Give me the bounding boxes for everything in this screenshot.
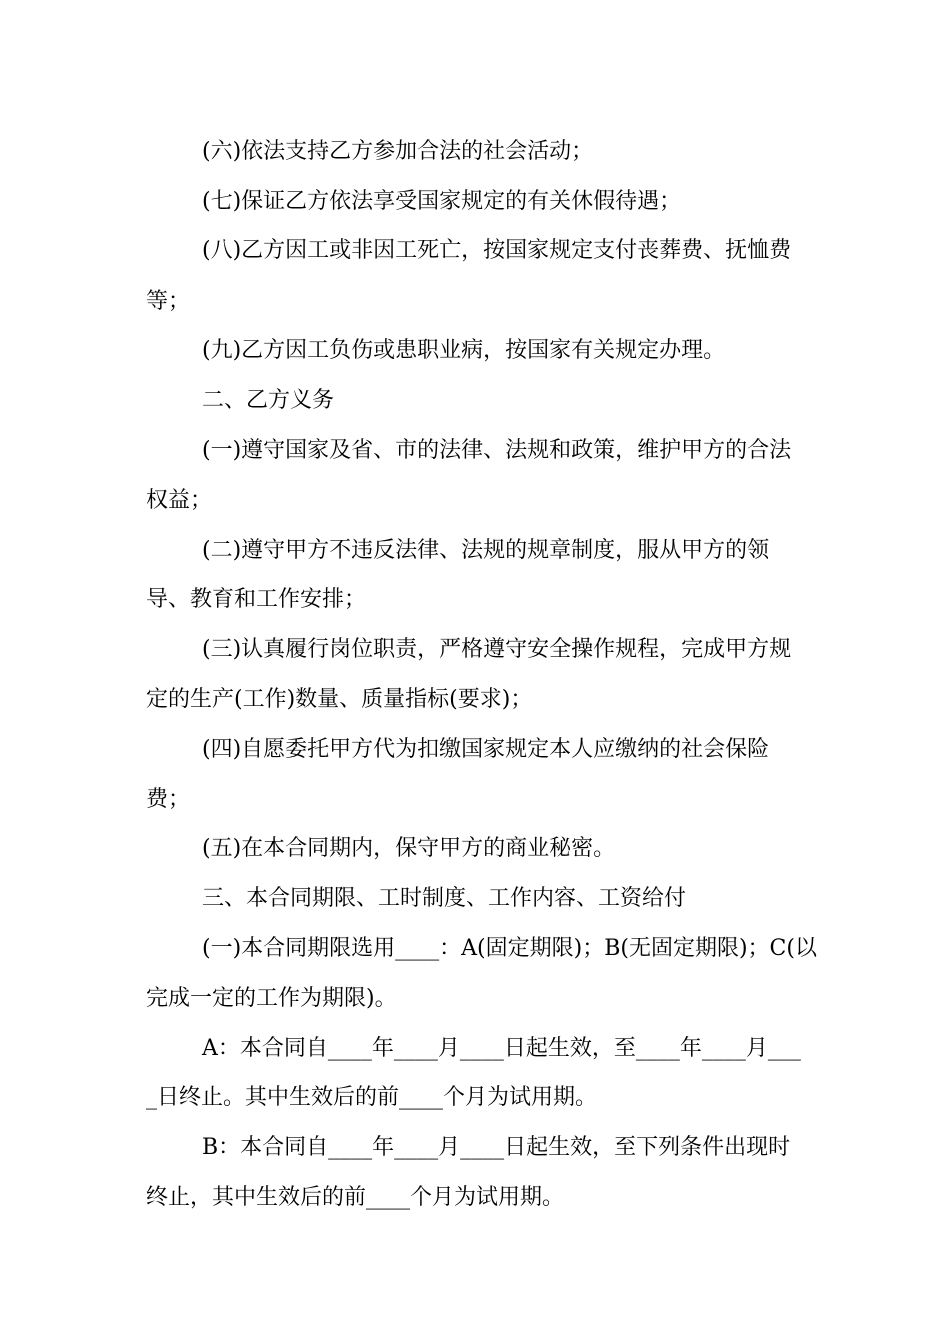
clause-line: 导、教育和工作安排； [146,587,367,612]
clause-line: 等； [146,289,191,314]
clause-line: (七)保证乙方依法享受国家规定的有关休假待遇； [202,189,682,214]
clause-line: 完成一定的工作为期限)。 [146,986,397,1011]
clause-line: A：本合同自____年____月____日起生效，至____年____月___ [202,1036,801,1061]
clause-line: B：本合同自____年____月____日起生效，至下列条件出现时 [202,1135,791,1160]
clause-line: (一)遵守国家及省、市的法律、法规和政策，维护甲方的合法 [202,438,792,463]
clause-line: (六)依法支持乙方参加合法的社会活动； [202,139,594,164]
clause-line: (二)遵守甲方不违反法律、法规的规章制度，服从甲方的领 [202,538,770,563]
clause-line: (五)在本合同期内，保守甲方的商业秘密。 [202,836,616,861]
clause-line: (八)乙方因工或非因工死亡，按国家规定支付丧葬费、抚恤费 [202,238,792,263]
clause-line: (三)认真履行岗位职责，严格遵守安全操作规程，完成甲方规 [202,637,792,662]
clause-line: _日终止。其中生效后的前____个月为试用期。 [146,1085,598,1110]
clause-line: (九)乙方因工负伤或患职业病，按国家有关规定办理。 [202,338,726,363]
clause-line: 权益； [146,488,213,513]
clause-line: 定的生产(工作)数量、质量指标(要求)； [146,687,533,712]
section-heading: 三、本合同期限、工时制度、工作内容、工资给付 [202,886,687,911]
clause-line: (四)自愿委托甲方代为扣缴国家规定本人应缴纳的社会保险 [202,737,770,762]
section-heading: 二、乙方义务 [202,388,335,413]
clause-line: 终止，其中生效后的前____个月为试用期。 [146,1185,565,1210]
clause-line: 费； [146,787,191,812]
clause-line: (一)本合同期限选用____：A(固定期限)；B(无固定期限)；C(以 [202,936,817,961]
